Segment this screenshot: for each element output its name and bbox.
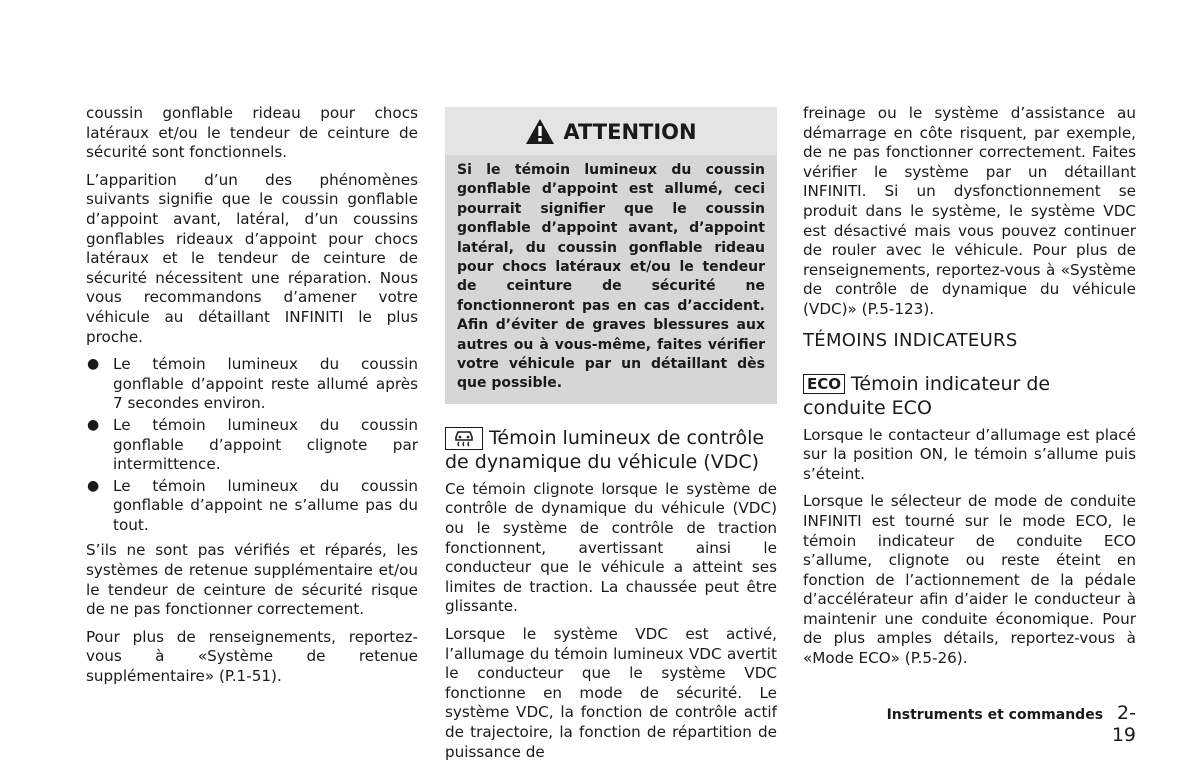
column-left [86, 104, 418, 695]
paragraph: coussin gonflable rideau pour chocs latéraux et/ou le tendeur de ceinture de sécurité sont fonctionnels. [86, 104, 418, 162]
paragraph: S’ils ne sont pas vérifiés et réparés, les systèmes de retenue supplémentaire et/ou le tendeur de ceinture de sécurité risque de ne pas fonctionner correctement. [86, 541, 418, 619]
bullet-list [86, 355, 418, 535]
paragraph: Lorsque le système VDC est activé, l’allumage du témoin lumineux VDC avertit le conducteur que le système VDC fonctionne en mode de sécurité. Le système VDC, la fonction de contrôle actif de trajectoire, la fonction de répartition de puissance de [445, 625, 777, 761]
paragraph: Lorsque le sélecteur de mode de conduite INFINITI est tourné sur le mode ECO, le témoin indicateur de conduite ECO s’allume, clignote ou reste éteint en fonction de l’actionnement de la pédale d’accélérateur afin d’aider le conducteur à maintenir une conduite économique. Pour de plus amples détails, reportez-vous à «Mode ECO» (P.5-26). [803, 492, 1136, 668]
list-item: ● Le témoin lumineux du coussin gonflable d’appoint reste allumé après 7 secondes environ. [87, 355, 418, 413]
paragraph: Pour plus de renseignements, reportez-vous à «Système de retenue supplémentaire» (P.1-51). [86, 627, 418, 686]
paragraph: L’apparition d’un des phénomènes suivants signifie que le coussin gonflable d’appoint avant, latéral, d’un coussins gonflables rideaux d’appoint pour chocs latéraux et le tendeur de ceinture de sécurité nécessitent une réparation. Nous vous recommandons d’amener votre véhicule au détaillant INFINITI le plus proche. [86, 170, 418, 346]
column-right [803, 104, 1136, 677]
paragraph: Ce témoin clignote lorsque le système de contrôle de dynamique du véhicule (VDC) ou le système de contrôle de traction fonctionnent, avertissant ainsi le conducteur que le véhicule a atteint ses limites de traction. La chaussée peut être glissante. [445, 479, 777, 616]
page-footer [870, 702, 1136, 746]
section-title: TÉMOINS INDICATEURS [803, 329, 1018, 351]
eco-heading: ECO Témoin indicateur de conduite ECO [803, 372, 1051, 419]
paragraph: freinage ou le système d’assistance au démarrage en côte risquent, par exemple, de ne pas fonctionner correctement. Faites vérifier le système par un détaillant INFINITI. Si un dysfonctionnement se produit dans le système, le système VDC est désactivé mais vous pouvez continuer de rouler avec le véhicule. Pour plus de renseignements, reportez-vous à «Système de contrôle de dynamique du véhicule (VDC)» (P.5-123). [803, 104, 1136, 318]
column-middle [445, 107, 777, 770]
paragraph: Lorsque le contacteur d’allumage est placé sur la position ON, le témoin s’allume puis s’éteint. [803, 425, 1136, 483]
bullet-icon: ● [87, 356, 100, 373]
list-item: ● Le témoin lumineux du coussin gonflable d’appoint ne s’allume pas du tout. [87, 476, 418, 534]
vdc-heading: Témoin lumineux de contrôle de dynamique du véhicule (VDC) [445, 426, 765, 473]
attention-box [445, 107, 777, 404]
vdc-skid-car-icon [445, 427, 483, 450]
bullet-icon: ● [87, 416, 100, 433]
page-number: 2-19 [1111, 702, 1136, 746]
eco-indicator-icon: ECO [803, 374, 845, 394]
attention-header [445, 107, 777, 155]
warning-triangle-icon [525, 118, 555, 145]
attention-text: Si le témoin lumineux du coussin gonflable d’appoint est allumé, ceci pourrait signifier que le coussin gonflable d’appoint avant, d’appoint latéral, du coussin gonflable rideau pour chocs latéraux et/ou le tendeur de ceinture de sécurité ne fonctionneront pas en cas d’accident. Afin d’éviter de graves blessures aux autres ou à vous-même, faites vérifier votre véhicule par un détaillant dès que possible. [457, 162, 765, 392]
footer-section-title: Instruments et commandes [886, 707, 1104, 723]
list-item: ● Le témoin lumineux du coussin gonflable d’appoint clignote par intermittence. [87, 415, 418, 474]
bullet-icon: ● [87, 477, 100, 494]
attention-title: ATTENTION [563, 120, 697, 144]
